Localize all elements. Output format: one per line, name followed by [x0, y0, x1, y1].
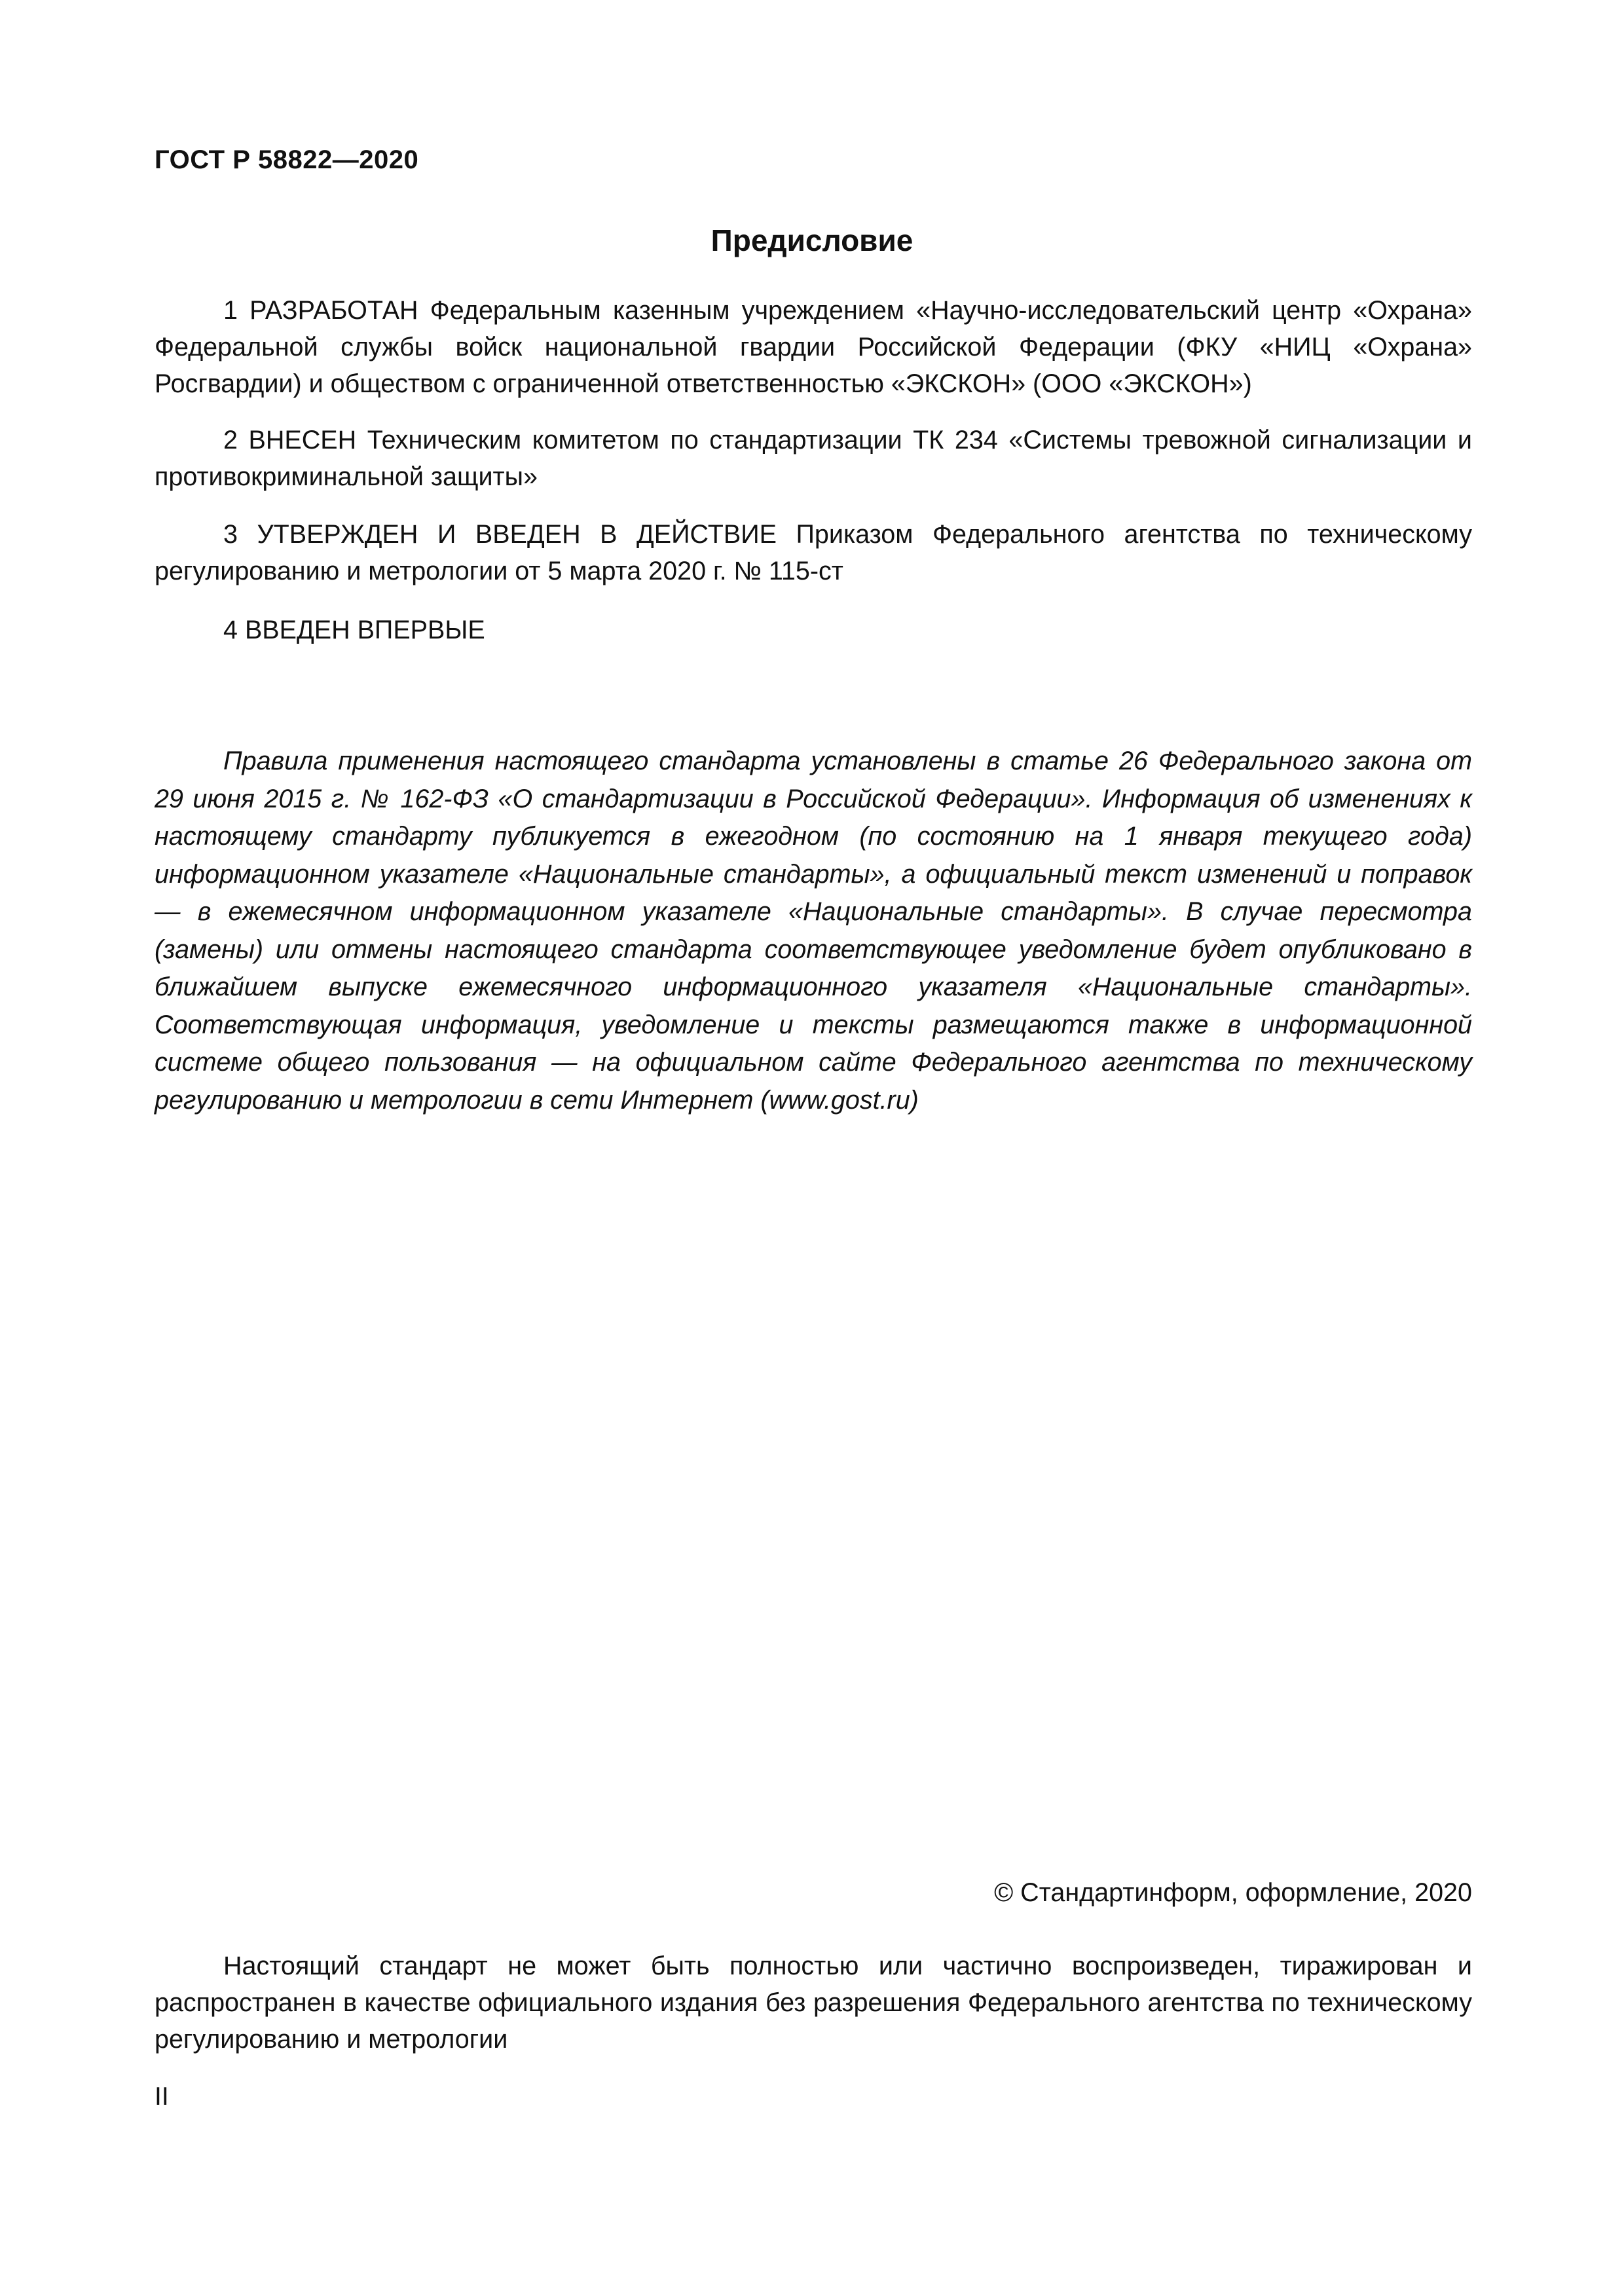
- reproduction-notice-block: [155, 1948, 1472, 2058]
- page-number: II: [155, 2083, 169, 2111]
- foreword-item-text: 4 ВВЕДЕН ВПЕРВЫЕ: [223, 616, 485, 644]
- foreword-item-approved: [155, 516, 1472, 589]
- foreword-item-introduced: [155, 422, 1472, 495]
- application-rules-text: Правила применения настоящего стандарта установлены в статье 26 Федерального закона от 29 июня 2015 г. № 162-ФЗ «О стандартизации в Российской Федерации». Информация об изменениях к настоящему стандарту публикуется в ежегодном (по состоянию на 1 января текущего года) информационном указателе «Национальные стандарты», а официальный текст изменений и поправок — в ежемесячном информационном указателе «Национальные стандарты». В случае пересмотра (замены) или отмены настоящего стандарта соответствующее уведомление будет опубликовано в ближайшем выпуске ежемесячного информационного указателя «Национальные стандарты». Соответствующая информация, уведомление и тексты размещаются также в информационной системе общего пользования — на официальном сайте Федерального агентства по техническому регулированию и метрологии в сети Интернет (www.gost.ru): [155, 747, 1472, 1115]
- application-rules-block: [155, 743, 1472, 1119]
- reproduction-notice-text: Настоящий стандарт не может быть полностью или частично воспроизведен, тиражирован и распространен в качестве официального издания без разрешения Федерального агентства по техническому регулированию и метрологии: [155, 1952, 1472, 2054]
- foreword-item-text: 3 УТВЕРЖДЕН И ВВЕДЕН В ДЕЙСТВИЕ Приказом Федерального агентства по техническому регулированию и метрологии от 5 марта 2020 г. № 115-ст: [155, 520, 1472, 585]
- page-title: Предисловие: [710, 223, 913, 257]
- foreword-item-text: 1 РАЗРАБОТАН Федеральным казенным учреждением «Научно-исследовательский центр «Охрана» Федеральной службы войск национальной гвардии Российской Федерации (ФКУ «НИЦ «Охрана» Росгвардии) и обществом с ограниченной ответственностью «ЭКСКОН» (ООО «ЭКСКОН»): [155, 296, 1472, 398]
- standard-code: ГОСТ Р 58822—2020: [155, 145, 419, 174]
- foreword-item-developed: [155, 292, 1472, 402]
- copyright-notice: © Стандартинформ, оформление, 2020: [994, 1878, 1472, 1907]
- foreword-item-text: 2 ВНЕСЕН Техническим комитетом по стандартизации ТК 234 «Системы тревожной сигнализации и противокриминальной защиты»: [155, 426, 1472, 491]
- foreword-item-first-introduced: [155, 612, 1472, 648]
